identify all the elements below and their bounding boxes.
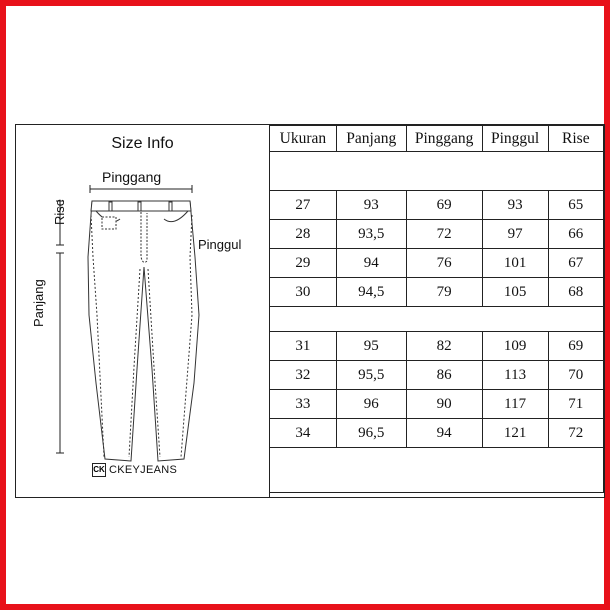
cell-panjang: 94: [336, 249, 406, 278]
cell-pinggang: 79: [406, 278, 482, 307]
size-info-title: Size Info: [111, 135, 174, 152]
cell-pinggang: 72: [406, 220, 482, 249]
cell-pinggang: 90: [406, 390, 482, 419]
cell-rise: 69: [548, 332, 603, 361]
cell-rise: 70: [548, 361, 603, 390]
cell-panjang: 95,5: [336, 361, 406, 390]
table-spacer-row: [270, 307, 604, 332]
table-row: [270, 249, 604, 278]
table-row: [270, 191, 604, 220]
cell-pinggul: 93: [482, 191, 548, 220]
cell-pinggul: 121: [482, 419, 548, 448]
cell-panjang: 95: [336, 332, 406, 361]
brand-mark-icon: CK: [92, 463, 106, 477]
table-row: [270, 419, 604, 448]
size-info-panel: [16, 125, 270, 497]
pinggul-label: Pinggul: [198, 237, 242, 252]
cell-pinggul: 117: [482, 390, 548, 419]
panjang-label: Panjang: [31, 279, 46, 327]
cell-panjang: 93,5: [336, 220, 406, 249]
cell-pinggang: 76: [406, 249, 482, 278]
cell-pinggang: 69: [406, 191, 482, 220]
cell-ukuran: 29: [270, 249, 337, 278]
table-row: [270, 361, 604, 390]
cell-ukuran: 30: [270, 278, 337, 307]
cell-pinggul: 97: [482, 220, 548, 249]
header-panjang: Panjang: [336, 126, 406, 152]
brand-name: CKEYJEANS: [109, 464, 178, 476]
size-chart-card: [15, 124, 605, 498]
cell-panjang: 96: [336, 390, 406, 419]
pinggang-label: Pinggang: [102, 169, 162, 185]
cell-rise: 72: [548, 419, 603, 448]
cell-rise: 68: [548, 278, 603, 307]
table-row: [270, 220, 604, 249]
table-header-row: [270, 126, 604, 152]
cell-pinggang: 94: [406, 419, 482, 448]
cell-panjang: 96,5: [336, 419, 406, 448]
cell-rise: 65: [548, 191, 603, 220]
cell-ukuran: 28: [270, 220, 337, 249]
cell-pinggang: 82: [406, 332, 482, 361]
table-spacer-row: [270, 152, 604, 191]
cell-pinggul: 105: [482, 278, 548, 307]
cell-pinggul: 101: [482, 249, 548, 278]
cell-rise: 66: [548, 220, 603, 249]
table-spacer-row: [270, 448, 604, 493]
table-row: [270, 332, 604, 361]
cell-pinggul: 109: [482, 332, 548, 361]
rise-label: Rise: [52, 198, 67, 225]
table-row: [270, 278, 604, 307]
cell-panjang: 93: [336, 191, 406, 220]
cell-ukuran: 33: [270, 390, 337, 419]
cell-rise: 71: [548, 390, 603, 419]
header-rise: Rise: [548, 126, 603, 152]
header-ukuran: Ukuran: [270, 126, 337, 152]
table-row: [270, 390, 604, 419]
cell-panjang: 94,5: [336, 278, 406, 307]
brand-logo: [92, 463, 177, 477]
header-pinggul: Pinggul: [482, 126, 548, 152]
size-table: [269, 125, 604, 493]
cell-ukuran: 34: [270, 419, 337, 448]
cell-pinggang: 86: [406, 361, 482, 390]
cell-rise: 67: [548, 249, 603, 278]
cell-pinggul: 113: [482, 361, 548, 390]
cell-ukuran: 31: [270, 332, 337, 361]
cell-ukuran: 32: [270, 361, 337, 390]
header-pinggang: Pinggang: [406, 126, 482, 152]
cell-ukuran: 27: [270, 191, 337, 220]
